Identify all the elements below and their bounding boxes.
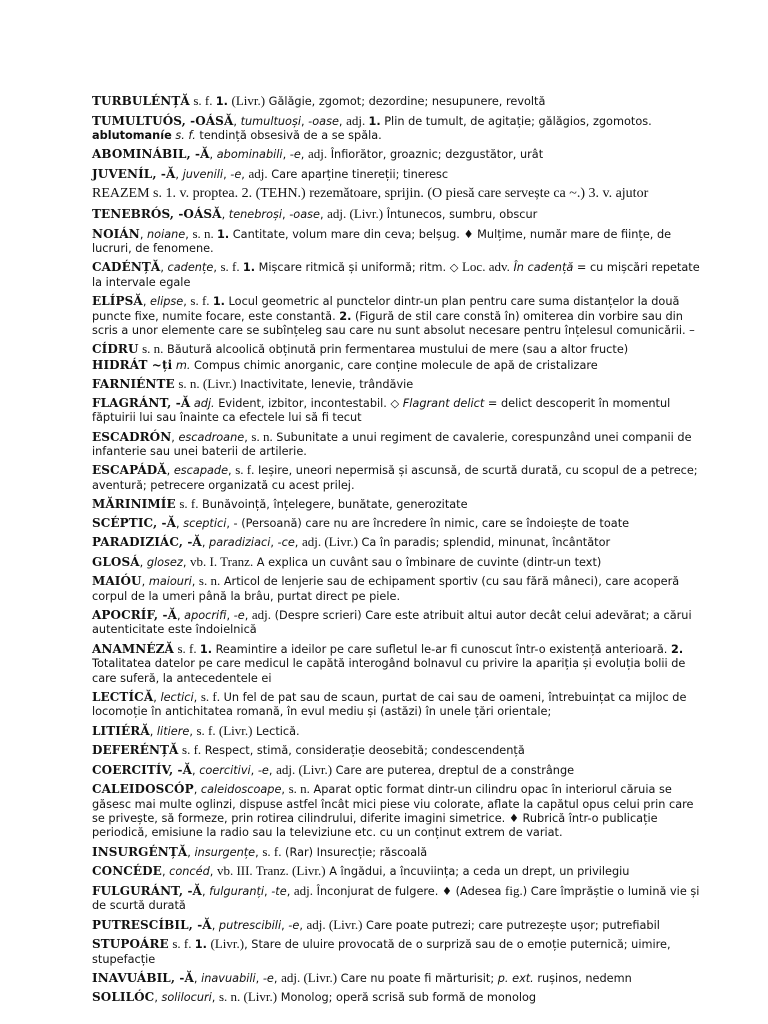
definition-text: , [282, 148, 290, 162]
dictionary-entry [92, 496, 704, 513]
dictionary-entry [92, 185, 704, 203]
definition-text: , [185, 227, 193, 241]
definition-text: , [244, 430, 252, 444]
dictionary-entry [92, 376, 704, 393]
definition-text: Compus chimic anorganic, care conține molecule de apă de cristalizare [190, 358, 598, 372]
definition-text: , [241, 167, 249, 181]
headword: FULGURÁNT, -Ă [92, 883, 202, 898]
italic-form: sceptici [183, 516, 227, 530]
grammar-label: (Livr.) [210, 936, 245, 952]
headword: CONCÉDE [92, 864, 162, 879]
dictionary-entry [92, 358, 704, 373]
definition-text: , [175, 167, 183, 181]
definition-text: A îngădui, a încuviința; a ceda un drept, un privilegiu [325, 865, 630, 879]
grammar-label: s. f. (Livr.) [196, 722, 253, 738]
definition-text: Totalitatea datelor pe care medicul le capătă interogând bolnavul cu privire la apariția și evoluția bolii de care suferă, la antecedentele ei [92, 657, 686, 685]
headword: STUPOÁRE [92, 937, 169, 952]
definition-text: Mișcare ritmică și uniformă; ritm. ◇ [255, 261, 462, 275]
dictionary-entry [92, 936, 704, 967]
headword: INSURGÉNȚĂ [92, 844, 188, 859]
definition-text: , [176, 608, 185, 622]
definition-text: , [281, 783, 289, 797]
definition-text: , [228, 464, 236, 478]
dictionary-entry [92, 429, 704, 460]
definition-text: , [270, 536, 278, 550]
headword: ELÍPSĂ [92, 294, 143, 309]
definition-text: , [338, 114, 347, 128]
definition-text: Monolog; operă scrisă sub formă de monolog [277, 991, 537, 1005]
grammar-label: (Livr.) [231, 93, 266, 108]
italic-form: elipse [150, 295, 184, 309]
grammar-label: s. f. [190, 293, 213, 309]
headword: APOCRÍF, -Ă [92, 607, 177, 622]
definition-text: , [193, 783, 201, 797]
definition-text: , [282, 208, 290, 222]
dictionary-entry [92, 166, 704, 183]
italic-form: insurgențe [194, 845, 256, 859]
sense-number: 1. [217, 227, 230, 241]
italic-form: -oase [308, 114, 339, 128]
definition-text: , [139, 555, 147, 569]
dictionary-entry [92, 341, 704, 358]
definition-text: , [244, 608, 252, 622]
sense-number: 1. [194, 938, 207, 952]
grammar-label: adj. [293, 882, 314, 898]
definition-text: = cu mișcări repetate la intervale egale [92, 261, 700, 289]
grammar-label: adj. (Livr.) [306, 916, 363, 932]
definition-text: , [161, 865, 170, 879]
italic-form: caleidoscoape [200, 783, 282, 797]
dictionary-entry [92, 863, 704, 880]
definition-text: , [193, 971, 202, 985]
italic-form: cadențe [167, 261, 214, 275]
definition-text: , [154, 991, 162, 1005]
definition-text: , [187, 845, 195, 859]
grammar-label: adj. [346, 112, 369, 128]
italic-form: abominabili [216, 148, 283, 162]
italic-form: fulguranți [209, 884, 265, 898]
headword: MĂRINIMÍE [92, 497, 176, 512]
dictionary-entry [92, 742, 704, 759]
definition-text: ) Care împrăștie o lumină vie și de scurtă durată [92, 884, 700, 913]
headword: LECTÍCĂ [92, 689, 154, 704]
grammar-label: s. n. [142, 341, 164, 357]
sense-number: ablutomaníe [92, 129, 172, 142]
italic-form: inavuabili [201, 971, 256, 985]
definition-text: , [153, 690, 161, 704]
plain-entry-text: REAZEM s. 1. v. proptea. 2. (TEHN.) rezemătoare, sprijin. (O piesă care servește ca ~.) 3. v. ajutor [92, 186, 649, 202]
dictionary-entry [92, 396, 704, 426]
dictionary-entry [92, 293, 704, 338]
headword: HIDRÁT ~ți [92, 357, 173, 372]
italic-form: tenebroși [228, 208, 283, 222]
definition-text: Întunecos, sumbru, obscur [383, 208, 538, 222]
italic-form: putrescibili [218, 918, 282, 932]
headword: ESCADRÓN [92, 429, 172, 444]
headword: SOLILÓC [92, 990, 155, 1005]
italic-form: apocrifi [184, 608, 227, 622]
definition-text: Înfiorător, groaznic; dezgustător, urât [327, 148, 544, 162]
definition-text: , [299, 918, 307, 932]
definition-text: , [183, 295, 191, 309]
definition-text: Care poate putrezi; care putrezește ușor; putrefiabil [362, 918, 660, 932]
headword: COERCITÍV, -Ă [92, 762, 192, 777]
headword: ESCAPÁDĂ [92, 463, 167, 478]
definition-text: , [160, 261, 168, 275]
headword: TURBULÉNȚĂ [92, 94, 190, 108]
definition-text: tendință obsesivă de a se spăla. [195, 129, 382, 142]
definition-text: Care nu poate fi mărturisit; [337, 971, 498, 985]
grammar-label: adj. [251, 606, 272, 622]
grammar-label: s. n. [192, 225, 218, 241]
definition-text: , [166, 464, 174, 478]
grammar-label: adj. [307, 146, 328, 162]
dictionary-entry [92, 723, 704, 740]
italic-form: -e [230, 167, 242, 181]
definition-text: Respect, stimă, considerație deosebită; condescendență [201, 744, 525, 758]
definition-text: , [264, 884, 272, 898]
definition-text: Aparat optic format dintr-un cilindru opac în interiorul căruia se găsesc mai multe oglinzi, dispuse astfel încât mici piese viu colorate, aflate la capătul opus celui prin care se privește, să formeze, prin rotirea cilindrului, diferite imagini simetrice. ♦ Rubrică într-o publicație periodică, emisiune la radio sau la televiziune etc. cu un conținut extrem de variat. [92, 783, 694, 840]
definition-text: , [201, 884, 210, 898]
dictionary-entry [92, 970, 704, 987]
definition-text: Bunăvoință, înțelegere, bunătate, generozitate [198, 498, 468, 512]
headword: CALEIDOSCÓP [92, 782, 194, 797]
italic-form: adj. [193, 396, 215, 410]
italic-form: glosez [146, 555, 183, 569]
italic-form: noiane [147, 227, 186, 241]
italic-form: p. ext. [497, 971, 534, 985]
definition-text: A explica un cuvânt sau o îmbinare de cuvinte (dintr-un text) [253, 555, 602, 569]
dictionary-entry [92, 146, 704, 163]
definition-text: , Stare de uluire provocată de o surpriză sau de o emoție puternică; uimire, stupefacție [92, 938, 671, 966]
definition-text: , [281, 918, 289, 932]
dictionary-entry [92, 883, 704, 914]
dictionary-entry [92, 516, 704, 531]
definition-text: Locul geometric al punctelor dintr-un plan pentru care suma distanțelor la două puncte fixe, numite focare, este constantă. [92, 295, 680, 323]
definition-text: Care are puterea, dreptul de a constrânge [332, 763, 575, 777]
definition-text: , [268, 763, 277, 777]
definition-text: , [209, 865, 217, 879]
definition-text: , [273, 971, 282, 985]
headword: FARNIÉNTE [92, 377, 175, 392]
definition-text: , [149, 724, 157, 738]
italic-form: paradiziaci [209, 536, 271, 550]
grammar-label: s. f. [182, 742, 202, 758]
dictionary-entry [92, 129, 704, 143]
grammar-label: adj. (Livr.) [327, 206, 384, 222]
definition-text: Înconjurat de fulgere. ♦ (Adesea [313, 884, 506, 898]
italic-form: -e [262, 971, 274, 985]
headword: NOIÁN [92, 226, 140, 241]
italic-form: tumultuoși [240, 114, 301, 128]
italic-form: -te [271, 884, 287, 898]
italic-form: solilocuri [161, 991, 212, 1005]
definition-text: Un fel de pat sau de scaun, purtat de cai sau de oameni, întrebuințat ca mijloc de locomoție în antichitatea romană, în evul mediu și (astăzi) în unele țări orientale; [92, 690, 687, 719]
headword: PARADIZIÁC, -Ă [92, 535, 202, 550]
headword: CADÉNȚĂ [92, 260, 161, 275]
dictionary-entry [92, 206, 704, 223]
italic-form: -ce [277, 536, 295, 550]
headword: INAVUÁBIL, -Ă [92, 970, 194, 985]
grammar-label: vb. III. Tranz. (Livr.) [216, 863, 326, 879]
sense-number: 1. [212, 295, 225, 309]
sense-number: 1. [215, 95, 228, 108]
definition-text: , [300, 148, 308, 162]
definition-text: , [141, 575, 149, 589]
headword: ANAMNÉZĂ [92, 641, 174, 656]
definition-text: , [286, 884, 294, 898]
grammar-label: s. f. [200, 688, 220, 704]
dictionary-entry [92, 554, 704, 571]
definition-text: , [191, 575, 199, 589]
dictionary-entry [92, 781, 704, 841]
italic-form: -e [233, 608, 245, 622]
grammar-label: s. n. [251, 428, 273, 444]
headword: ABOMINÁBIL, -Ă [92, 147, 210, 162]
definition-text: Care aparține tinereții; tineresc [267, 167, 449, 181]
definition-text: (Despre scrieri) Care este atribuit altui autor decât celui adevărat; a cărui autenticitate este îndoielnică [92, 608, 692, 637]
italic-form: maiouri [148, 575, 192, 589]
definition-text: Gălăgie, zgomot; dezordine; nesupunere, revoltă [265, 95, 546, 108]
italic-form: m. [175, 358, 191, 372]
dictionary-entry [92, 226, 704, 257]
headword: CÍDRU [92, 342, 139, 357]
definition-text: Inactivitate, lenevie, trândăvie [236, 378, 414, 392]
italic-form: concéd [169, 865, 210, 879]
definition-text: Evident, izbitor, incontestabil. ◇ [214, 396, 403, 410]
definition-text: , [176, 516, 184, 530]
grammar-label: s. f. [179, 496, 199, 512]
definition-text: (Figură de stil care constă în) omiterea din vorbire sau din scris a unor elemente care se subînțeleg sau care nu sunt absolut necesare pentru înțelesul comunicării. – [92, 309, 695, 338]
definition-text: Plin de tumult, de agitație; gălăgios, zgomotos. [380, 114, 652, 128]
definition-text: (Rar) Insurecție; răscoală [281, 845, 428, 859]
dictionary-entry [92, 641, 704, 686]
sense-number: 1. [368, 114, 381, 128]
grammar-label: Loc. adv. [461, 259, 510, 275]
grammar-label: s. f. [235, 462, 255, 478]
italic-form: -oase [289, 208, 320, 222]
grammar-label: s. n. [198, 573, 221, 589]
dictionary-entry [92, 607, 704, 638]
definition-text: , [192, 763, 200, 777]
grammar-label: s. n. [288, 781, 310, 797]
dictionary-page [92, 93, 704, 1009]
italic-form: litiere [156, 724, 190, 738]
definition-text: , [171, 430, 179, 444]
definition-text: rușinos, nedemn [533, 971, 632, 985]
dictionary-entry [92, 93, 704, 110]
sense-number: 1. [242, 261, 256, 275]
dictionary-entry [92, 113, 704, 130]
grammar-label: s. n. (Livr.) [218, 989, 278, 1005]
definition-text: , [294, 536, 302, 550]
sense-number: 1. [199, 642, 212, 656]
grammar-label: s. f. [172, 936, 195, 952]
definition-text: , [213, 261, 221, 275]
grammar-label: vb. I. Tranz. [190, 553, 254, 569]
definition-text: = delict descoperit în momentul făptuirii lui sau înainte ca efectele lui să fi tecut [92, 396, 671, 425]
definition-text: , [209, 148, 217, 162]
headword: SCÉPTIC, -Ă [92, 515, 177, 530]
definition-text: , [223, 167, 231, 181]
definition-text: , [201, 536, 210, 550]
definition-text: , [255, 845, 263, 859]
italic-form: Flagrant delict [402, 396, 485, 410]
italic-form: s. f. [175, 129, 196, 142]
dictionary-entry [92, 762, 704, 779]
dictionary-entry [92, 462, 704, 493]
definition-text: , [300, 114, 309, 128]
italic-form: -e [288, 918, 300, 932]
definition-text: Lectică. [252, 724, 300, 738]
definition-text: Articol de lenjerie sau de echipament sportiv (cu sau fără mâneci), care acoperă corpul de la umeri până la brâu, purtat direct pe piele. [92, 575, 680, 603]
grammar-label: fig. [505, 882, 523, 898]
italic-form: escapade [173, 464, 229, 478]
definition-text: , [211, 918, 219, 932]
italic-form: -e [257, 763, 269, 777]
headword: MAIÓU [92, 574, 142, 589]
definition-text: Reamintire a ideilor pe care sufletul le-ar fi cunoscut într-o existență anterioară. [212, 642, 671, 656]
grammar-label: s. f. [193, 93, 216, 108]
italic-form: juvenili [182, 167, 224, 181]
definition-text: , [189, 724, 197, 738]
headword: TENEBRÓS, -OÁSĂ [92, 207, 222, 222]
definition-text: , [139, 227, 148, 241]
dictionary-entry [92, 534, 704, 551]
italic-form: În cadență [513, 261, 574, 275]
definition-text: Cantitate, volum mare din ceva; belșug. ♦ Mulțime, număr mare de ființe, de lucruri, de fenomene. [92, 227, 672, 256]
dictionary-entry [92, 573, 704, 604]
headword: PUTRESCÍBIL, -Ă [92, 917, 212, 932]
headword: GLOSÁ [92, 554, 140, 569]
definition-text: , [142, 295, 150, 309]
definition-text: , [226, 608, 234, 622]
italic-form: coercitivi [199, 763, 251, 777]
definition-text: , [319, 208, 328, 222]
sense-number: 2. [339, 309, 352, 323]
italic-form: -e [289, 148, 301, 162]
definition-text: , - (Persoană) care nu are încredere în nimic, care se îndoiește de toate [226, 516, 630, 530]
grammar-label: adj. (Livr.) [301, 534, 358, 550]
dictionary-entry [92, 917, 704, 934]
grammar-label: adj. [248, 165, 268, 181]
dictionary-entry [92, 844, 704, 861]
definition-text: Subunitate a unui regiment de cavalerie, corespunzând unei companii de infanterie sau unei baterii de artilerie. [92, 430, 692, 459]
headword: FLAGRÁNT, -Ă [92, 395, 191, 410]
grammar-label: s. f. [177, 640, 200, 656]
headword: LITIÉRĂ [92, 723, 150, 738]
definition-text: Ieșire, uneori nepermisă și ascunsă, de scurtă durată, cu scopul de a petrece; aventură; petrecere organizată cu acest prilej. [92, 464, 698, 492]
italic-form: lectici [160, 690, 194, 704]
headword: DEFERÉNȚĂ [92, 743, 179, 758]
definition-text: , [211, 991, 219, 1005]
grammar-label: s. f. [220, 259, 243, 275]
definition-text: , [255, 971, 263, 985]
definition-text: Băutură alcoolică obținută prin fermentarea mustului de mere (sau a altor fructe) [163, 343, 629, 357]
definition-text: , [233, 114, 241, 128]
italic-form: escadroane [178, 430, 245, 444]
definition-text: , [182, 555, 190, 569]
definition-text: Ca în paradis; splendid, minunat, încântător [357, 536, 611, 550]
dictionary-entry [92, 689, 704, 720]
sense-number: 2. [671, 642, 684, 656]
definition-text: , [250, 763, 258, 777]
headword: JUVENÍL, -Ă [92, 166, 176, 181]
grammar-label: adj. (Livr.) [276, 761, 333, 777]
dictionary-entry [92, 259, 704, 290]
headword: TUMULTUÓS, -OÁSĂ [92, 113, 234, 128]
grammar-label: s. f. [262, 843, 282, 859]
grammar-label: adj. (Livr.) [281, 969, 338, 985]
grammar-label: s. n. (Livr.) [178, 376, 237, 392]
definition-text: , [193, 690, 201, 704]
dictionary-entry [92, 989, 704, 1006]
definition-text: , [221, 208, 229, 222]
